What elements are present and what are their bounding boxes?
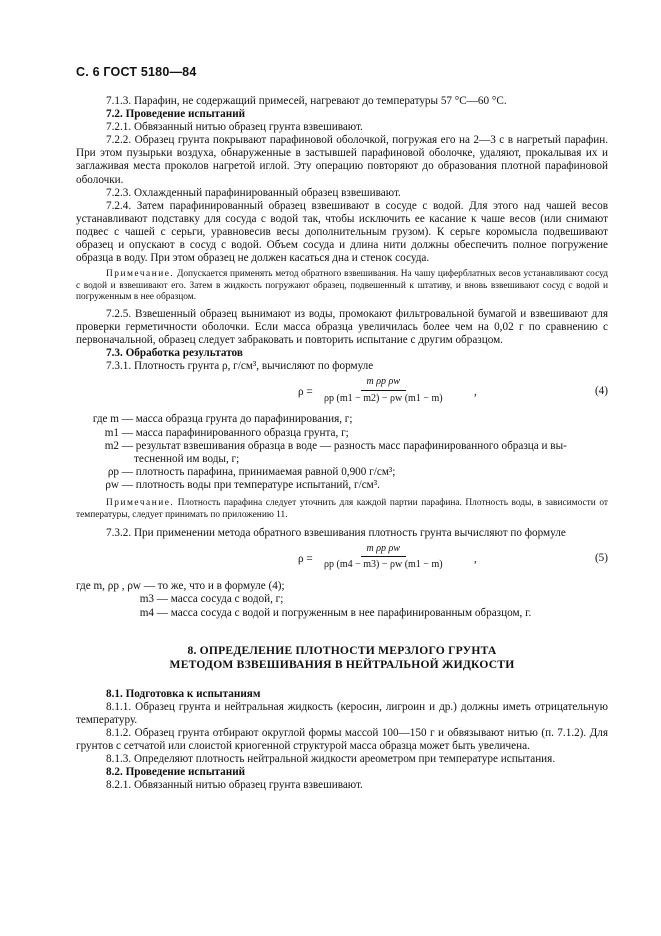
note-1-text: Допускается применять метод обратного взвешивания. На чашу циферблатных весов устанавливают сосуд с водой и взвешивают его. Затем в жидкость погружают образец, подвешенный к штативу, и вновь взвешивают сосуд с водой и погруженным в нее образцом. (76, 269, 608, 303)
definition-symbol: где m, ρp , ρw (76, 580, 142, 593)
definition-symbol: где m (92, 413, 119, 426)
paragraph-7-3-1: 7.3.1. Плотность грунта ρ, г/см³, вычисляют по формуле (106, 360, 374, 373)
heading-7-2: 7.2. Проведение испытаний (106, 108, 246, 121)
formula-4 (76, 373, 608, 413)
paragraph-8-2-1: 8.2.1. Обвязанный нитью образец грунта взвешивают. (106, 779, 363, 792)
paragraph-7-2-1: 7.2.1. Обвязанный нитью образец грунта взвешивают. (106, 121, 363, 134)
section-8-title (76, 644, 608, 672)
paragraph-7-2-4: 7.2.4. Затем парафинированный образец взвешивают в сосуде с водой. Для этого над чашей весов устанавливают подставку для сосуда с водой так, чтобы исключить ее касание к чаше весов (или снимают подвес с чашей с серьги, уравновесив весы дополнительным грузом). К серьге коромысла подвешивают образец и опускают в сосуд с водой. Объем сосуда и длина нити должны обеспечить полное погружение образца в воду. При этом образец не должен касаться дна и стенок сосуда. (76, 199, 608, 265)
formula-5 (76, 540, 608, 580)
definition-symbol: ρp (107, 465, 119, 478)
definition-row (76, 413, 608, 426)
definition-row (76, 453, 608, 466)
section-8-title-line-1: 8. ОПРЕДЕЛЕНИЕ ПЛОТНОСТИ МЕРЗЛОГО ГРУНТА (187, 643, 497, 657)
definition-text: — масса сосуда с водой, г; (154, 593, 284, 606)
definition-row (76, 580, 608, 593)
definition-row (76, 479, 608, 492)
definition-text: — то же, что и в формуле (4); (141, 580, 285, 593)
paragraph-7-3-2: 7.3.2. При применении метода обратного взвешивания плотность грунта вычисляют по формуле (106, 527, 566, 540)
definition-text: — плотность парафина, принимаемая равной 0,900 г/см³; (119, 465, 396, 478)
definition-row (76, 593, 608, 606)
definition-row (76, 427, 608, 440)
formula-5-fraction (324, 542, 443, 571)
heading-7-3: 7.3. Обработка результатов (106, 347, 243, 360)
note-1-label: Примечание. (106, 269, 175, 280)
definition-row (76, 440, 608, 453)
formula-5-comma: , (474, 553, 477, 566)
definition-text: — масса парафинированного образца грунта, г; (119, 426, 349, 439)
heading-8-2: 8.2. Проведение испытаний (106, 766, 246, 779)
definitions-5 (76, 580, 608, 619)
definition-text: — результат взвешивания образца в воде — разность масс парафинированного образца и вы- (119, 439, 567, 452)
page-header: С. 6 ГОСТ 5180—84 (76, 65, 197, 79)
paragraph-7-2-2: 7.2.2. Образец грунта покрывают парафиновой оболочкой, погружая его на 2—3 с в нагретый парафин. При этом пузырьки воздуха, обнаруженные в застывшей парафиновой оболочке, удаляют, прокалывая их и заглаживая места проколов нагретой иглой. Эту операцию повторяют до образования плотной парафиновой оболочки. (76, 134, 608, 186)
formula-4-number: (4) (594, 385, 608, 398)
paragraph-7-2-3: 7.2.3. Охлажденный парафинированный образец взвешивают. (106, 186, 401, 199)
formula-4-denominator: ρp (m1 − m2) − ρw (m1 − m) (324, 392, 443, 404)
formula-4-numerator: m ρp ρw (361, 375, 407, 390)
note-2-text: Плотность парафина следует уточнить для каждой партии парафина. Плотность воды, в зависимости от температуры, следует принимать по приложению 11. (76, 498, 608, 520)
page-content (76, 95, 608, 792)
definitions-4 (76, 413, 608, 492)
definition-symbol: m3 (139, 593, 154, 606)
formula-4-fraction (324, 375, 443, 404)
definition-symbol: m4 (139, 606, 154, 619)
paragraph-7-1-3: 7.1.3. Парафин, не содержащий примесей, нагревают до температуры 57 °С—60 °С. (106, 95, 507, 107)
definition-row (76, 607, 608, 620)
definition-symbol: m2 (104, 439, 119, 452)
formula-4-lhs: ρ = (298, 386, 313, 399)
formula-5-number: (5) (594, 552, 608, 565)
definition-symbol: m1 (104, 426, 119, 439)
note-1 (76, 269, 608, 304)
formula-5-lhs: ρ = (298, 553, 313, 566)
definition-row (76, 466, 608, 479)
paragraph-7-2-5: 7.2.5. Взвешенный образец вынимают из воды, промокают фильтровальной бумагой и взвешивают для проверки герметичности оболочки. Если масса образца увеличилась более чем на 0,02 г по сравнению с первоначальной, образец следует забраковать и повторить испытание с другим образцом. (76, 308, 608, 347)
note-2 (76, 498, 608, 521)
formula-5-denominator: ρp (m4 − m3) − ρw (m1 − m) (324, 559, 443, 571)
definition-text: — масса образца грунта до парафинирования, г; (119, 413, 353, 426)
definition-symbol: ρw (105, 478, 119, 491)
paragraph-8-1-3: 8.1.3. Определяют плотность нейтральной жидкости ареометром при температуре испытания. (106, 753, 556, 766)
heading-8-1: 8.1. Подготовка к испытаниям (106, 687, 261, 700)
note-2-label: Примечание. (106, 498, 175, 509)
formula-5-numerator: m ρp ρw (361, 542, 407, 557)
paragraph-8-1-2: 8.1.2. Образец грунта отбирают округлой формы массой 100—150 г и обвязывают нитью (п. 7.1.2). Для грунтов с сетчатой или слоистой криогенной структурой масса образца может быть увеличена. (76, 726, 608, 752)
definition-text: — плотность воды при температуре испытаний, г/см³. (119, 478, 380, 491)
formula-4-comma: , (474, 386, 477, 399)
section-8-title-line-2: МЕТОДОМ ВЗВЕШИВАНИЯ В НЕЙТРАЛЬНОЙ ЖИДКОСТИ (169, 657, 515, 671)
paragraph-8-1-1: 8.1.1. Образец грунта и нейтральная жидкость (керосин, лигроин и др.) должны иметь отрицательную температуру. (76, 700, 608, 726)
definition-text: — масса сосуда с водой и погруженным в нее парафинированным образцом, г. (154, 606, 532, 619)
definition-text: тесненной им воды, г; (134, 452, 240, 465)
